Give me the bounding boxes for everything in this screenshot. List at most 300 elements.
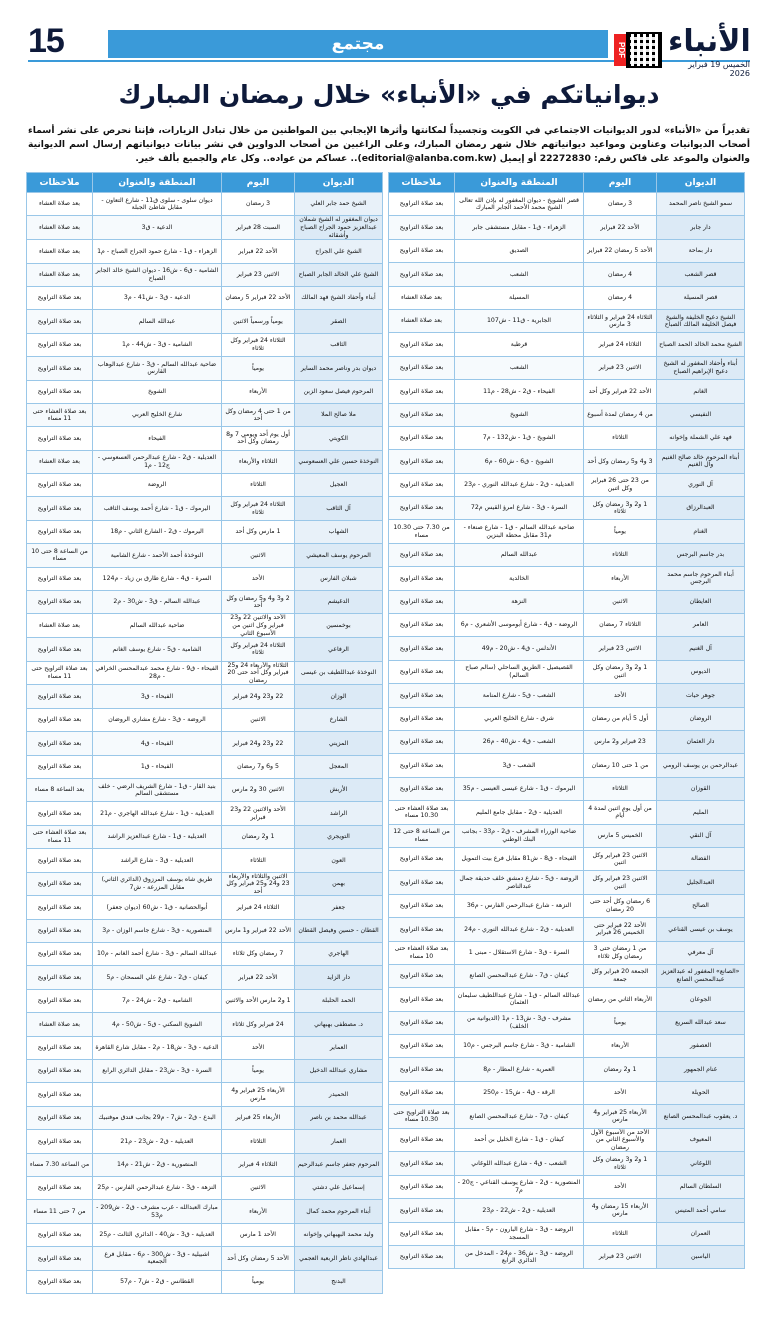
cell-diwan-name: العجيل bbox=[295, 474, 383, 497]
cell-address: السرة - ق3 - شارع امرؤ القيس م72 bbox=[455, 497, 584, 520]
table-row bbox=[27, 638, 383, 661]
table-row bbox=[389, 1128, 745, 1152]
cell-diwan-name: سامي أحمد المتيس bbox=[657, 1199, 745, 1222]
cell-address: شرق - شارع الخليج العربي bbox=[455, 707, 584, 730]
cell-diwan-name: النوخذة حسين علي العسعوسي bbox=[295, 450, 383, 473]
cell-address: الروضة - ق5 - شارع دمشق خلف حديقة جمال عبدالناصر bbox=[455, 871, 584, 894]
table-row bbox=[389, 450, 745, 473]
cell-diwan-name: العون bbox=[295, 849, 383, 872]
cell-diwan-name: العمار bbox=[295, 1130, 383, 1153]
cell-diwan-name: البدنج bbox=[295, 1270, 383, 1293]
table-row bbox=[389, 1175, 745, 1198]
cell-notes: بعد صلاة التراويح bbox=[389, 847, 455, 870]
qr-code-pattern bbox=[630, 36, 658, 64]
cell-diwan-name: بوخمسين bbox=[295, 614, 383, 638]
cell-day: الاثنين 23 فبراير bbox=[222, 263, 295, 286]
table-row bbox=[389, 356, 745, 379]
cell-notes: بعد صلاة التراويح bbox=[27, 966, 93, 989]
cell-day: الاثنين 30 و2 مارس bbox=[222, 778, 295, 801]
cell-address: القطانس - ق2 - ش7 - م57 bbox=[93, 1270, 222, 1293]
table-row bbox=[27, 755, 383, 778]
article-headline: ديوانياتكم في «الأنباء» خلال رمضان المبارك bbox=[118, 80, 660, 109]
table-row bbox=[389, 1035, 745, 1058]
cell-day: الأربعاء 25 فبراير و4 مارس bbox=[584, 1105, 657, 1128]
cell-notes: بعد صلاة التراويح bbox=[27, 849, 93, 872]
cell-diwan-name: الرفاعي bbox=[295, 638, 383, 661]
cell-diwan-name: آل الثاقب bbox=[295, 497, 383, 520]
cell-address: الفيحاء - ق4 bbox=[93, 732, 222, 755]
table-row bbox=[27, 333, 383, 356]
cell-notes: بعد صلاة التراويح bbox=[27, 802, 93, 825]
cell-notes: بعد صلاة التراويح bbox=[389, 707, 455, 730]
cell-diwan-name: سمو الشيخ ناصر المحمد bbox=[657, 193, 745, 216]
cell-notes: من الساعة 8 حتى 12 مساء bbox=[389, 824, 455, 847]
cell-notes: بعد صلاة العشاء حتى 10.30 مساء bbox=[389, 801, 455, 824]
cell-diwan-name: عبدالهادي ناظر الربعية العجمي bbox=[295, 1247, 383, 1270]
cell-day: الأحد من الأسبوع الأول والأسبوع الثاني من رمضان bbox=[584, 1128, 657, 1152]
cell-diwan-name: النفيسي bbox=[657, 403, 745, 426]
table-row bbox=[389, 543, 745, 566]
cell-address: أبوالحصانية - ق1 - ش60 (ديوان جعفر) bbox=[93, 896, 222, 919]
cell-address: العديلية - ق3 - شارع الراشد bbox=[93, 849, 222, 872]
cell-day: الأحد 22 فبراير bbox=[222, 966, 295, 989]
cell-diwan-name: دار العثمان bbox=[657, 730, 745, 753]
cell-notes: بعد صلاة التراويح bbox=[27, 427, 93, 450]
cell-notes: بعد صلاة التراويح bbox=[389, 730, 455, 753]
cell-day: الثلاثاء bbox=[584, 777, 657, 800]
table-row bbox=[389, 1222, 745, 1245]
cell-day: الخميس 5 مارس bbox=[584, 824, 657, 847]
cell-notes: بعد صلاة التراويح bbox=[389, 567, 455, 590]
cell-notes: بعد صلاة التراويح bbox=[389, 239, 455, 262]
cell-day: يومياً bbox=[222, 357, 295, 380]
table-row bbox=[389, 1199, 745, 1222]
cell-day: الثلاثاء 24 فبراير bbox=[222, 896, 295, 919]
cell-notes: بعد صلاة العشاء bbox=[27, 263, 93, 286]
cell-notes: بعد صلاة التراويح bbox=[27, 380, 93, 403]
cell-diwan-name: الحويلة bbox=[657, 1081, 745, 1104]
cell-address: الفيحاء - ق8 - ش81 مقابل فرع بيت التمويل bbox=[455, 847, 584, 870]
table-row bbox=[27, 1223, 383, 1246]
cell-diwan-name: الراشد bbox=[295, 802, 383, 825]
cell-address: الشعب bbox=[455, 356, 584, 379]
cell-notes: من 7.30 حتى 10.30 مساء bbox=[389, 520, 455, 543]
cell-day: 22 و23 و24 فبراير bbox=[222, 732, 295, 755]
cell-address: الشعب - ق5 - شارع المنامة bbox=[455, 684, 584, 707]
cell-notes: بعد صلاة العشاء bbox=[27, 193, 93, 216]
cell-day: الثلاثاء 24 فبراير bbox=[584, 333, 657, 356]
cell-notes: بعد صلاة العشاء bbox=[389, 309, 455, 332]
cell-notes: بعد صلاة التراويح bbox=[27, 1036, 93, 1059]
table-row bbox=[389, 684, 745, 707]
cell-diwan-name: المعجل bbox=[295, 755, 383, 778]
cell-address: العديلية - ق2 - شارع عبدالله النوري - م23 bbox=[455, 473, 584, 496]
cell-day: الثلاثاء والأربعاء 24 و25 فبراير وكل أحد حتى 20 رمضان bbox=[222, 661, 295, 685]
table-row bbox=[389, 193, 745, 216]
cell-day: الثلاثاء bbox=[584, 1222, 657, 1245]
cell-notes: بعد صلاة التراويح bbox=[389, 684, 455, 707]
cell-notes: بعد صلاة التراويح bbox=[27, 1060, 93, 1083]
table-row bbox=[389, 239, 745, 262]
cell-diwan-name: مشاري عبدالله الدخيل bbox=[295, 1060, 383, 1083]
cell-address: عبدالله السالم - ق3 - ش30 - م2 bbox=[93, 591, 222, 614]
cell-diwan-name: المرحوم جعفر جاسم عبدالرحيم bbox=[295, 1153, 383, 1176]
table-row bbox=[389, 590, 745, 613]
cell-notes: بعد صلاة التراويح bbox=[389, 426, 455, 449]
cell-diwan-name: أبناء المرحوم جاسم محمد البرجس bbox=[657, 567, 745, 590]
cell-address: الشويخ السكني - ق5 - ش50 - م4 bbox=[93, 1013, 222, 1036]
cell-day: 1 و2 و3 رمضان وكل ثلاثاء bbox=[584, 497, 657, 520]
cell-address: الشامية - ق3 - ش44 - م1 bbox=[93, 333, 222, 356]
cell-notes: بعد صلاة التراويح bbox=[389, 590, 455, 613]
cell-day: الأحد bbox=[222, 567, 295, 590]
cell-notes: بعد صلاة التراويح bbox=[389, 543, 455, 566]
cell-day: الثلاثاء والأربعاء bbox=[222, 450, 295, 473]
table-row bbox=[27, 1200, 383, 1223]
cell-address: القصيصيل - الطريق الساحلي (سالم صباح السالم) bbox=[455, 660, 584, 683]
cell-day: السبت 28 فبراير bbox=[222, 216, 295, 240]
cell-diwan-name: جوهر حيات bbox=[657, 684, 745, 707]
cell-address: الفيحاء - ق9 - شارع محمد عبدالمحسن الخرافي - م28 bbox=[93, 661, 222, 685]
table-row bbox=[389, 1058, 745, 1081]
cell-day: الاثنين 23 فبراير bbox=[584, 637, 657, 660]
cell-address: كيفان - ق7 - شارع عبدالمحسن الصانع bbox=[455, 1105, 584, 1128]
table-row bbox=[27, 380, 383, 403]
cell-day: الأحد bbox=[584, 1175, 657, 1198]
cell-address: عبدالله السالم bbox=[93, 310, 222, 333]
cell-day: 1 و2 رمضان bbox=[222, 825, 295, 848]
cell-day: 7 رمضان وكل ثلاثاء bbox=[222, 943, 295, 966]
cell-address: الشعب - ق4 - ش40 - م26 bbox=[455, 730, 584, 753]
cell-day: الاثنين 23 فبراير وكل اثنين bbox=[584, 871, 657, 894]
cell-day: 3 رمضان bbox=[222, 193, 295, 216]
table-row bbox=[27, 286, 383, 309]
cell-day: من 1 رمضان حتى 3 رمضان وكل ثلاثاء bbox=[584, 941, 657, 964]
cell-diwan-name: التويجري bbox=[295, 825, 383, 848]
pdf-badge[interactable]: PDF bbox=[614, 34, 626, 66]
cell-notes: بعد صلاة التراويح حتى 10.30 مساء bbox=[389, 1105, 455, 1128]
cell-day: يومياً bbox=[584, 1011, 657, 1034]
table-row bbox=[389, 614, 745, 637]
cell-notes: بعد صلاة التراويح bbox=[27, 708, 93, 731]
cell-diwan-name: غنام الجمهور bbox=[657, 1058, 745, 1081]
cell-notes: بعد صلاة التراويح bbox=[389, 964, 455, 987]
table-row bbox=[389, 918, 745, 941]
cell-diwan-name: الغنام bbox=[657, 520, 745, 543]
cell-diwan-name: العبدالجليل bbox=[657, 871, 745, 894]
cell-notes: بعد صلاة التراويح bbox=[27, 755, 93, 778]
cell-diwan-name: د. مصطفى بهبهاني bbox=[295, 1013, 383, 1036]
cell-diwan-name: يوسف بن عيسى القناعي bbox=[657, 918, 745, 941]
cell-diwan-name: قصر المسيلة bbox=[657, 286, 745, 309]
cell-address: بنيد القار - ق1 - شارع الشريف الرضي - خلف مستشفى السالم bbox=[93, 778, 222, 801]
cell-day: الثلاثاء bbox=[222, 1130, 295, 1153]
cell-day: الأحد 22 فبراير وكل أحد bbox=[584, 380, 657, 403]
cell-diwan-name: الشيخ علي الخالد الجابر الصباح bbox=[295, 263, 383, 286]
cell-notes: بعد صلاة العشاء bbox=[27, 450, 93, 473]
cell-notes: بعد صلاة التراويح bbox=[389, 450, 455, 473]
cell-notes: من الساعة 7.30 مساء bbox=[27, 1153, 93, 1176]
cell-address: النزهة bbox=[455, 590, 584, 613]
cell-notes: بعد صلاة التراويح bbox=[389, 894, 455, 917]
cell-notes: بعد صلاة التراويح bbox=[27, 919, 93, 942]
cell-day: الأربعاء الثاني من رمضان bbox=[584, 988, 657, 1011]
table-row bbox=[27, 1036, 383, 1059]
cell-address: النزهة - ق3 - شارع عبدالرحمن الفارس - م25 bbox=[93, 1176, 222, 1199]
cell-notes: بعد صلاة التراويح bbox=[389, 473, 455, 496]
cell-notes: بعد صلاة التراويح bbox=[27, 896, 93, 919]
cell-day: الأربعاء 25 فبراير bbox=[222, 1106, 295, 1129]
cell-notes: بعد صلاة التراويح bbox=[389, 1199, 455, 1222]
cell-diwan-name: الشيخ دعيج الخليفة والشيخ فيصل الخليفة المالك الصباح bbox=[657, 309, 745, 332]
cell-day: الاثنين 23 فبراير bbox=[584, 356, 657, 379]
cell-address: مبارك العبدالله - غرب مشرف - ق2 - ش209 - م53 bbox=[93, 1200, 222, 1223]
cell-diwan-name: الشيخ علي الجراح bbox=[295, 240, 383, 263]
cell-address: عبدالله السالم - ق3 - شارع أحمد الغانم - م10 bbox=[93, 943, 222, 966]
cell-address: طريق شاه بوسف المرزوق (الدائري الثاني) مقابل المزرعة - ش7 bbox=[93, 872, 222, 896]
cell-day: 4 رمضان bbox=[584, 263, 657, 286]
cell-notes: بعد صلاة التراويح bbox=[389, 871, 455, 894]
cell-notes: بعد صلاة التراويح bbox=[27, 732, 93, 755]
cell-diwan-name: القطان - حسين وفيصل القطان bbox=[295, 919, 383, 942]
cell-notes: بعد صلاة العشاء bbox=[27, 614, 93, 638]
cell-notes: بعد صلاة التراويح bbox=[389, 1222, 455, 1245]
cell-day: أول 5 أيام من رمضان bbox=[584, 707, 657, 730]
cell-notes: بعد صلاة التراويح bbox=[27, 1083, 93, 1106]
cell-diwan-name: أبناء وأحفاد المغفور له الشيخ دعيج الإبراهيم الصباح bbox=[657, 356, 745, 379]
cell-day: الاثنين bbox=[222, 708, 295, 731]
cell-day: الثلاثاء bbox=[222, 849, 295, 872]
cell-notes: بعد صلاة التراويح bbox=[389, 1128, 455, 1152]
cell-address: الجابرية - ق11 - ش107 bbox=[455, 309, 584, 332]
cell-notes: بعد صلاة التراويح bbox=[27, 357, 93, 380]
cell-address: البدع - ق2 - ش7 - م29 بجانب فندق موفنبيك bbox=[93, 1106, 222, 1129]
cell-address: المسيلة bbox=[455, 286, 584, 309]
table-row bbox=[27, 240, 383, 263]
cell-notes: بعد صلاة التراويح bbox=[27, 286, 93, 309]
cell-address: السرة - ق3 - شارع الاستقلال - مبنى 1 bbox=[455, 941, 584, 964]
table-row bbox=[27, 1176, 383, 1199]
table-row bbox=[27, 193, 383, 216]
cell-day: الاثنين bbox=[584, 590, 657, 613]
cell-diwan-name: النوخذة عبداللطيف بن عيسى bbox=[295, 661, 383, 685]
cell-day: الأربعاء 15 رمضان و4 مارس bbox=[584, 1199, 657, 1222]
diwaniya-table-right bbox=[388, 172, 745, 1269]
table-row bbox=[27, 825, 383, 848]
cell-day: الاثنين 23 فبراير وكل اثنين bbox=[584, 847, 657, 870]
table-row bbox=[389, 1081, 745, 1104]
cell-day: الاثنين والثلاثاء والأربعاء 23 و24 و25 فبراير وكل أحد bbox=[222, 872, 295, 896]
cell-address: النوخذة أحمد الأحمد - شارع الشامية bbox=[93, 544, 222, 567]
cell-diwan-name: آل النوري bbox=[657, 473, 745, 496]
table-row bbox=[389, 707, 745, 730]
cell-day: الأحد bbox=[584, 1081, 657, 1104]
table-row bbox=[389, 520, 745, 543]
cell-day: يومياً ورسمياً الاثنين bbox=[222, 310, 295, 333]
cell-notes: بعد صلاة التراويح bbox=[389, 1245, 455, 1268]
cell-address: الشويخ bbox=[455, 403, 584, 426]
cell-notes: بعد صلاة التراويح bbox=[389, 754, 455, 777]
cell-address: العديلية - ق2 - ش22 - م23 bbox=[455, 1199, 584, 1222]
table-row bbox=[27, 989, 383, 1012]
cell-day: 1 و2 و3 رمضان وكل ثلاثاء bbox=[584, 1152, 657, 1175]
cell-notes: بعد صلاة التراويح bbox=[389, 356, 455, 379]
cell-day: الاثنين bbox=[222, 544, 295, 567]
cell-notes: بعد صلاة العشاء حتى 10 مساء bbox=[389, 941, 455, 964]
table-row bbox=[27, 708, 383, 731]
cell-notes: بعد صلاة التراويح bbox=[389, 497, 455, 520]
cell-address: الفيحاء - ق3 bbox=[93, 685, 222, 708]
cell-day: الأحد والاثنين 22 و23 فبراير bbox=[222, 802, 295, 825]
cell-diwan-name: المرحوم فيصل سعود الزبن bbox=[295, 380, 383, 403]
cell-diwan-name: أبناء وأحفاد الشيخ فهد المالك bbox=[295, 286, 383, 309]
table-row bbox=[27, 216, 383, 240]
cell-day: يومياً bbox=[222, 1060, 295, 1083]
cell-address: السرة - ق4 - شارع طارق بن زياد - م124 bbox=[93, 567, 222, 590]
cell-notes: بعد صلاة التراويح bbox=[389, 660, 455, 683]
table-row bbox=[27, 661, 383, 685]
table-row bbox=[27, 1106, 383, 1129]
cell-diwan-name: الفضالة bbox=[657, 847, 745, 870]
cell-notes: بعد صلاة العشاء حتى 11 مساء bbox=[27, 403, 93, 426]
table-row bbox=[389, 801, 745, 824]
cell-diwan-name: أبناء المرحوم محمد كمال bbox=[295, 1200, 383, 1223]
cell-notes: بعد صلاة التراويح bbox=[27, 474, 93, 497]
cell-day: الثلاثاء 24 فبراير وكل ثلاثاء bbox=[222, 333, 295, 356]
cell-address: ضاحية الوزراء المشرف - ق2 - م33 - بجانب البنك الوطني bbox=[455, 824, 584, 847]
cell-day: 1 مارس وكل أحد bbox=[222, 520, 295, 543]
table-row bbox=[27, 802, 383, 825]
table-row bbox=[389, 730, 745, 753]
table-row bbox=[389, 426, 745, 449]
cell-notes: بعد صلاة التراويح bbox=[389, 333, 455, 356]
cell-address: ضاحية عبدالله السالم - ق3 - شارع عبدالوهاب القارس bbox=[93, 357, 222, 380]
cell-address: كيفان - ق7 - شارع عبدالمحسن الصانع bbox=[455, 964, 584, 987]
cell-notes: بعد صلاة التراويح bbox=[27, 1130, 93, 1153]
cell-notes: بعد صلاة التراويح bbox=[389, 403, 455, 426]
table-row bbox=[389, 964, 745, 987]
cell-diwan-name: ديوان بدر وناصر محمد الساير bbox=[295, 357, 383, 380]
table-row bbox=[389, 216, 745, 239]
table-row bbox=[389, 1011, 745, 1034]
cell-diwan-name: إسماعيل علي دشتي bbox=[295, 1176, 383, 1199]
table-row bbox=[27, 544, 383, 567]
cell-diwan-name: آل النقي bbox=[657, 824, 745, 847]
cell-diwan-name: اللوغاني bbox=[657, 1152, 745, 1175]
table-row bbox=[27, 849, 383, 872]
cell-address: العديلية - ق2 - شارع عبدالله النوري - م24 bbox=[455, 918, 584, 941]
cell-day: يومياً bbox=[584, 520, 657, 543]
section-title: مجتمع bbox=[331, 34, 385, 54]
cell-diwan-name: المرحوم يوسف المعيشي bbox=[295, 544, 383, 567]
cell-address: الشامية - ق5 - شارع يوسف الغانم bbox=[93, 638, 222, 661]
cell-diwan-name: وليد محمد البهبهاني وإخوانه bbox=[295, 1223, 383, 1246]
table-row bbox=[27, 1060, 383, 1083]
cell-day: 3 رمضان bbox=[584, 193, 657, 216]
table-row bbox=[27, 614, 383, 638]
cell-address: قرطبة bbox=[455, 333, 584, 356]
cell-notes: بعد صلاة التراويح bbox=[389, 1058, 455, 1081]
col-header-day: اليوم bbox=[584, 173, 657, 193]
cell-address: كيفان - ق1 - شارع الخليل بن أحمد bbox=[455, 1128, 584, 1152]
cell-address: السرة - ق3 - ش23 - مقابل الدائري الرابع bbox=[93, 1060, 222, 1083]
cell-diwan-name: الحميدر bbox=[295, 1083, 383, 1106]
cell-notes: بعد صلاة التراويح bbox=[389, 1081, 455, 1104]
cell-day: الأحد 5 رمضان وكل أحد bbox=[222, 1247, 295, 1270]
cell-day: 24 فبراير وكل ثلاثاء bbox=[222, 1013, 295, 1036]
cell-diwan-name: الأربش bbox=[295, 778, 383, 801]
col-header-address: المنطقة والعنوان bbox=[455, 173, 584, 193]
cell-address: ضاحية عبدالله السالم bbox=[93, 614, 222, 638]
cell-diwan-name: دار بماحة bbox=[657, 239, 745, 262]
cell-address: المنصورية - ق2 - ش21 - م14 bbox=[93, 1153, 222, 1176]
cell-diwan-name: الهاجري bbox=[295, 943, 383, 966]
cell-notes: بعد صلاة التراويح bbox=[27, 591, 93, 614]
cell-day: 23 فبراير و2 مارس bbox=[584, 730, 657, 753]
cell-address: الرقة - ق4 - ش15 - م250 bbox=[455, 1081, 584, 1104]
cell-notes: من الساعة 8 حتى 10 مساء bbox=[27, 544, 93, 567]
cell-address: الفيحاء - ق2 - ش28 - م11 bbox=[455, 380, 584, 403]
cell-address: الزهراء - ق1 - مقابل مستشفى جابر bbox=[455, 216, 584, 239]
cell-address: الفيحاء - ق1 bbox=[93, 755, 222, 778]
cell-notes: بعد صلاة التراويح bbox=[389, 637, 455, 660]
cell-diwan-name: الجوعان bbox=[657, 988, 745, 1011]
cell-diwan-name: الياسين bbox=[657, 1245, 745, 1268]
cell-address: النزهة - شارع عبدالرحمن الفارس - م36 bbox=[455, 894, 584, 917]
cell-address: المنصورية - ق3 - شارع جاسم الوزان - م3 bbox=[93, 919, 222, 942]
cell-address: العديلية - ق2 - شارع عبدالرحمن العسعوسي - ج12 - م1 bbox=[93, 450, 222, 473]
cell-address: الروضة bbox=[93, 474, 222, 497]
cell-diwan-name: الحمد الحلبلة bbox=[295, 989, 383, 1012]
cell-diwan-name: دار جابر bbox=[657, 216, 745, 239]
cell-address: عبدالله السالم - ق1 - شارع عبداللطيف سليمان العثمان bbox=[455, 988, 584, 1011]
cell-diwan-name: الصالح bbox=[657, 894, 745, 917]
cell-diwan-name: العماير bbox=[295, 1036, 383, 1059]
table-row bbox=[27, 966, 383, 989]
cell-notes: بعد صلاة التراويح bbox=[27, 520, 93, 543]
cell-diwan-name: الشارخ bbox=[295, 708, 383, 731]
cell-notes: بعد صلاة العشاء bbox=[27, 1013, 93, 1036]
cell-notes: بعد صلاة التراويح bbox=[27, 1270, 93, 1293]
cell-notes: بعد صلاة التراويح bbox=[389, 1035, 455, 1058]
cell-address: عبدالله السالم bbox=[455, 543, 584, 566]
cell-diwan-name: الشهاب bbox=[295, 520, 383, 543]
cell-address: الشويخ - ق1 - ش132 - م7 bbox=[455, 426, 584, 449]
table-row bbox=[27, 1083, 383, 1106]
cell-notes: بعد صلاة التراويح bbox=[389, 777, 455, 800]
cell-diwan-name: العامر bbox=[657, 614, 745, 637]
cell-day: الثلاثاء 7 رمضان bbox=[584, 614, 657, 637]
cell-address: مشرف - ق3 - ش13 - م1 (الديوانية من الخلف) bbox=[455, 1011, 584, 1034]
col-header-notes: ملاحظات bbox=[27, 173, 93, 193]
table-row bbox=[27, 520, 383, 543]
table-row bbox=[389, 497, 745, 520]
cell-address: الشعب - ق3 bbox=[455, 754, 584, 777]
cell-notes: بعد صلاة العشاء bbox=[389, 286, 455, 309]
cell-address: اليرموك - ق1 - شارع عيسى العيسى - م35 bbox=[455, 777, 584, 800]
table-row bbox=[27, 685, 383, 708]
cell-address: كيفان - ق2 - شارع علي السمحان - م5 bbox=[93, 966, 222, 989]
table-row bbox=[389, 1105, 745, 1128]
cell-day: 1 و2 رمضان bbox=[584, 1058, 657, 1081]
cell-notes: من 7 حتى 11 مساء bbox=[27, 1200, 93, 1223]
cell-day: الأحد 22 فبراير bbox=[222, 240, 295, 263]
cell-day: 4 رمضان bbox=[584, 286, 657, 309]
table-row bbox=[27, 1130, 383, 1153]
cell-diwan-name: فهد علي الشملة وإخوانه bbox=[657, 426, 745, 449]
cell-address: الشعب - ق4 - شارع عبدالله اللوغاني bbox=[455, 1152, 584, 1175]
cell-diwan-name: الثاقب bbox=[295, 333, 383, 356]
